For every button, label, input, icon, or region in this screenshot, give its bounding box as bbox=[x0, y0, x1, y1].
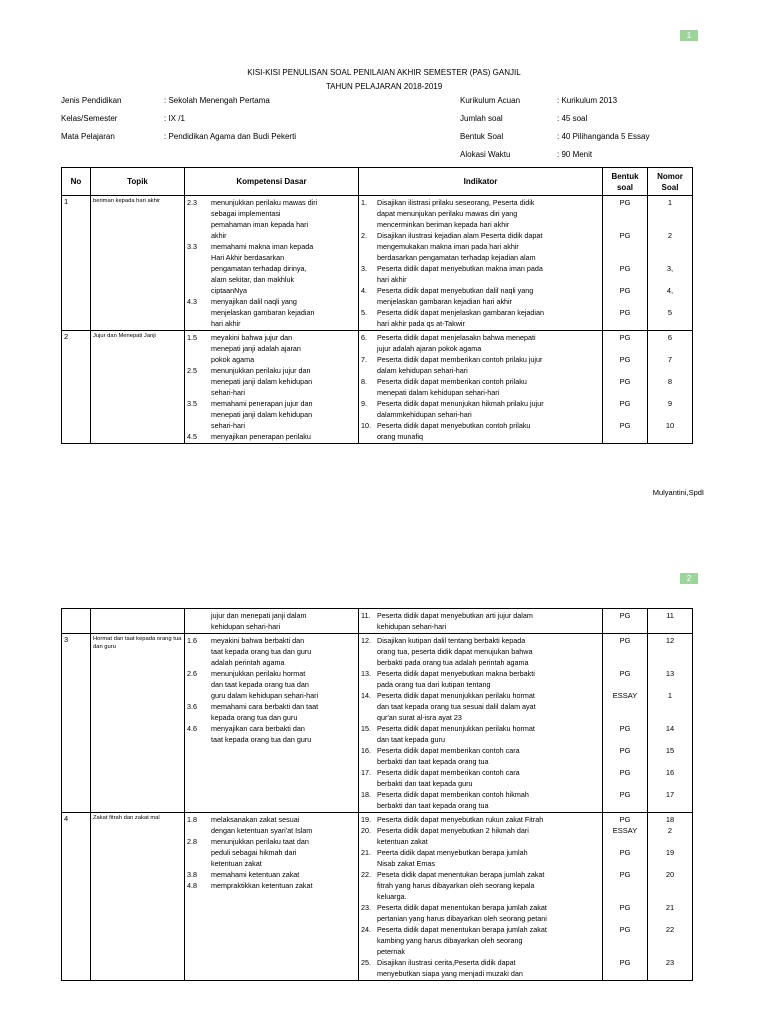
row-kompetensi-dasar bbox=[185, 609, 359, 634]
kd-number: 4.8 bbox=[187, 881, 197, 890]
bentuk-value: PG bbox=[619, 958, 631, 967]
indikator-item bbox=[361, 307, 600, 329]
indikator-number: 1. bbox=[361, 198, 367, 207]
nomor-value: 8 bbox=[667, 377, 673, 386]
row-bentuk-soal bbox=[603, 331, 648, 444]
indikator-number: 7. bbox=[361, 355, 367, 364]
indikator-item bbox=[361, 610, 600, 632]
row-number bbox=[62, 609, 91, 634]
indikator-text: Peserta didik dapat menyebutkan makna berbakti pada orang tua dari kutipan tentang bbox=[377, 669, 535, 689]
nomor-value: 23 bbox=[665, 958, 675, 967]
bentuk-value: ESSAY bbox=[612, 691, 638, 700]
indikator-text: Peserta didik dapat menyebutkan 2 hikmah dari ketentuan zakat bbox=[377, 826, 529, 846]
indikator-text: Peserta didik dapat menyebutkan rukun zakat Fitrah bbox=[377, 815, 544, 824]
kd-item bbox=[187, 869, 356, 880]
indikator-number: 11. bbox=[361, 611, 371, 620]
row-topik: Hormat dan taat kepada orang tua dan guru bbox=[91, 634, 185, 813]
indikator-text: Peserta didik dapat menentukan berapa jumlah zakat kambing yang harus dibayarkan oleh seorang peternak bbox=[377, 925, 547, 956]
nomor-value: 17 bbox=[665, 790, 675, 799]
indikator-item bbox=[361, 354, 600, 376]
kd-text: menunjukkan perilaku taat dan peduli sebagai hikmah dari ketentuan zakat bbox=[211, 837, 309, 868]
indikator-item bbox=[361, 285, 600, 307]
bentuk-value: PG bbox=[619, 669, 631, 678]
nomor-value: 4, bbox=[666, 286, 674, 295]
nomor-value: 15 bbox=[665, 746, 675, 755]
row-indikator bbox=[359, 196, 603, 331]
row-kompetensi-dasar bbox=[185, 196, 359, 331]
document-page-2 bbox=[0, 560, 768, 1024]
bentuk-value: PG bbox=[619, 790, 631, 799]
bentuk-value: PG bbox=[619, 399, 631, 408]
bentuk-value: PG bbox=[619, 870, 631, 879]
kd-number: 1.6 bbox=[187, 636, 197, 645]
meta-value: : Kurikulum 2013 bbox=[557, 96, 618, 105]
indikator-item bbox=[361, 902, 600, 924]
kd-item bbox=[187, 296, 356, 329]
indikator-item bbox=[361, 635, 600, 668]
nomor-value: 2 bbox=[667, 826, 673, 835]
row-kompetensi-dasar bbox=[185, 634, 359, 813]
kd-number: 3.3 bbox=[187, 242, 197, 251]
bentuk-value: PG bbox=[619, 355, 631, 364]
kd-text: meyakini bahwa jujur dan menepati janji adalah ajaran pokok agama bbox=[211, 333, 301, 364]
indikator-text: Disajikan kutipan dalil tentang berbakti kepada orang tua, peserta didik dapat menujukan bahwa berbakti pada orang tua adalah perintah agama bbox=[377, 636, 533, 667]
bentuk-value: PG bbox=[619, 724, 631, 733]
indikator-text: Peserta didik dapat menyebutkan arti jujur dalam kehidupan sehari-hari bbox=[377, 611, 533, 631]
indikator-text: Peserta didik dapat menyebutkan dalil naqli yang menjelaskan gambaran kejadian hari akhir bbox=[377, 286, 534, 306]
meta-value: : 45 soal bbox=[557, 114, 588, 123]
page-number-badge: 1 bbox=[680, 30, 698, 41]
table-row bbox=[62, 331, 693, 444]
kd-item bbox=[187, 814, 356, 836]
kd-number: 1.8 bbox=[187, 815, 197, 824]
bentuk-value: PG bbox=[619, 264, 631, 273]
indikator-number: 17. bbox=[361, 768, 371, 777]
meta-value: : IX /1 bbox=[164, 114, 185, 123]
bentuk-value: PG bbox=[619, 231, 631, 240]
kd-item bbox=[187, 398, 356, 431]
indikator-number: 21. bbox=[361, 848, 371, 857]
kd-text: melaksanakan zakat sesuai dengan ketentuan syari'at Islam bbox=[211, 815, 313, 835]
kd-text: meyakini bahwa berbakti dan taat kepada orang tua dan guru adalah perintah agama bbox=[211, 636, 312, 667]
kisi-kisi-table-continued bbox=[61, 608, 693, 981]
nomor-value: 21 bbox=[665, 903, 675, 912]
header-topik: Topik bbox=[91, 168, 185, 196]
indikator-text: Peserta didik dapat memberikan contoh cara berbakti dan taat kepada guru bbox=[377, 768, 520, 788]
indikator-item bbox=[361, 376, 600, 398]
row-topik: Jujur dan Menepati Janji bbox=[91, 331, 185, 444]
kd-text: jujur dan menepati janji dalam kehidupan sehari-hari bbox=[211, 611, 307, 631]
indikator-number: 24. bbox=[361, 925, 371, 934]
kd-text: memahami makna iman kepada Hari Akhir berdasarkan pengamatan terhadap dirinya, alam sekitar, dan makhluk ciptaanNya bbox=[211, 242, 314, 295]
bentuk-value: PG bbox=[619, 746, 631, 755]
bentuk-value: PG bbox=[619, 768, 631, 777]
kd-text: memahami ketentuan zakat bbox=[211, 870, 300, 879]
row-topik bbox=[91, 609, 185, 634]
row-nomor-soal bbox=[648, 813, 693, 981]
indikator-text: Peserta didik dapat menyebutkan makna iman pada hari akhir bbox=[377, 264, 543, 284]
header-nomor-soal: Nomor Soal bbox=[648, 168, 693, 196]
kd-text: menunjukkan perilaku jujur dan menepati janji dalam kehidupan sehari-hari bbox=[211, 366, 313, 397]
row-kompetensi-dasar bbox=[185, 331, 359, 444]
kd-number: 2.6 bbox=[187, 669, 197, 678]
row-nomor-soal bbox=[648, 609, 693, 634]
kd-item bbox=[187, 880, 356, 891]
meta-value: : 90 Menit bbox=[557, 150, 593, 159]
document-title: KISI-KISI PENULISAN SOAL PENILAIAN AKHIR SEMESTER (PAS) GANJIL bbox=[247, 68, 521, 77]
kisi-kisi-table bbox=[61, 167, 693, 444]
indikator-text: Peserta didik dapat memberikan contoh prilaku menepati dalam kehidupan sehari-hari bbox=[377, 377, 527, 397]
table-row bbox=[62, 196, 693, 331]
indikator-text: Peserta didik dapat memberikan contoh hikmah berbakti dan taat kepada orang tua bbox=[377, 790, 529, 810]
kd-text: memahami penerapan jujur dan menepati janji dalam kehidupan sehari-hari bbox=[211, 399, 313, 430]
nomor-value: 7 bbox=[667, 355, 673, 364]
indikator-item bbox=[361, 789, 600, 811]
indikator-item bbox=[361, 825, 600, 847]
row-number: 3 bbox=[62, 634, 91, 813]
indikator-item bbox=[361, 847, 600, 869]
kd-number bbox=[187, 610, 211, 632]
kd-number: 4.3 bbox=[187, 297, 197, 306]
kd-item bbox=[187, 723, 356, 745]
row-number: 1 bbox=[62, 196, 91, 331]
indikator-number: 22. bbox=[361, 870, 371, 879]
row-kompetensi-dasar bbox=[185, 813, 359, 981]
indikator-number: 9. bbox=[361, 399, 367, 408]
bentuk-value: ESSAY bbox=[612, 826, 638, 835]
indikator-text: Disajikan ilustrasi kejadian alam Peserta didik dapat mengemukakan makna iman pada hari akhir berdasarkan pengamatan terhadap kejadian alam bbox=[377, 231, 543, 262]
indikator-number: 15. bbox=[361, 724, 371, 733]
kd-number: 2.3 bbox=[187, 198, 197, 207]
meta-label: Kelas/Semester bbox=[61, 114, 118, 123]
indikator-number: 13. bbox=[361, 669, 371, 678]
bentuk-value: PG bbox=[619, 286, 631, 295]
kd-number: 3.6 bbox=[187, 702, 197, 711]
indikator-number: 20. bbox=[361, 826, 371, 835]
meta-value: : 40 Pilihanganda 5 Essay bbox=[557, 132, 650, 141]
indikator-number: 2. bbox=[361, 231, 367, 240]
kd-number: 4.5 bbox=[187, 432, 197, 441]
nomor-value: 22 bbox=[665, 925, 675, 934]
row-nomor-soal bbox=[648, 331, 693, 444]
row-bentuk-soal bbox=[603, 196, 648, 331]
indikator-text: Peserta didik dapat menjelaskan gambaran kejadian hari akhir pada qs at-Takwir bbox=[377, 308, 545, 328]
row-bentuk-soal bbox=[603, 634, 648, 813]
kd-item bbox=[187, 197, 356, 241]
nomor-value: 11 bbox=[666, 611, 674, 620]
indikator-text: Peserta didik dapat menjelasakn bahwa menepati jujur adalah ajaran pokok agama bbox=[377, 333, 536, 353]
indikator-item bbox=[361, 814, 600, 825]
kd-number: 4.6 bbox=[187, 724, 197, 733]
indikator-text: Peserta didik dapat memberikan contoh cara berbakti dan taat kepada orang tua bbox=[377, 746, 520, 766]
kd-text: menunjukkan perilaku hormat dan taat kepada orang tua dan guru dalam kehidupan sehari-hari bbox=[211, 669, 319, 700]
indikator-text: Peserta didik dapat memberikan contoh prilaku jujur dalam kehidupan sehari-hari bbox=[377, 355, 543, 375]
indikator-item bbox=[361, 690, 600, 723]
kd-item bbox=[187, 431, 356, 442]
kd-item bbox=[187, 241, 356, 296]
indikator-text: Disajikan ilistrasi prilaku seseorang, Peserta didik dapat menunjukan perilaku mawas diri yang mencerminkan beriman kepada hari akhir bbox=[377, 198, 535, 229]
indikator-text: Disajikan ilustrasi cerita,Peserta didik dapat menyebutkan siapa yang menjadi muzaki dan bbox=[377, 958, 523, 978]
table-row bbox=[62, 813, 693, 981]
meta-value: : Pendidikan Agama dan Budi Pekerti bbox=[164, 132, 297, 141]
meta-label: Mata Pelajaran bbox=[61, 132, 115, 141]
row-indikator bbox=[359, 609, 603, 634]
bentuk-value: PG bbox=[619, 333, 631, 342]
indikator-item bbox=[361, 197, 600, 230]
row-bentuk-soal bbox=[603, 609, 648, 634]
bentuk-value: PG bbox=[619, 611, 631, 620]
indikator-item bbox=[361, 957, 600, 979]
nomor-value: 19 bbox=[665, 848, 675, 857]
meta-label: Kurikulum Acuan bbox=[460, 96, 521, 105]
indikator-text: Peseta didik dapat menentukan berapa jumlah zakat fitrah yang harus dibayarkan oleh seorang kepala keluarga. bbox=[377, 870, 545, 901]
indikator-item bbox=[361, 398, 600, 420]
indikator-item bbox=[361, 723, 600, 745]
page-number-badge: 2 bbox=[680, 573, 698, 584]
indikator-item bbox=[361, 767, 600, 789]
kd-text: menyajikan cara berbakti dan taat kepada orang tua dan guru bbox=[211, 724, 312, 744]
kd-number: 3.5 bbox=[187, 399, 197, 408]
bentuk-value: PG bbox=[619, 815, 631, 824]
indikator-text: Peserta didik dapat menunjukkan perilaku hormat dan taat kepada guru bbox=[377, 724, 535, 744]
header-bentuk-soal: Bentuk soal bbox=[603, 168, 648, 196]
meta-value: : Sekolah Menengah Pertama bbox=[164, 96, 270, 105]
kd-text: memahami cara berbakti dan taat kepada orang tua dan guru bbox=[211, 702, 319, 722]
kd-item bbox=[187, 610, 356, 632]
bentuk-value: PG bbox=[619, 308, 631, 317]
indikator-item bbox=[361, 230, 600, 263]
header-kompetensi-dasar: Kompetensi Dasar bbox=[185, 168, 359, 196]
indikator-text: Peserta didik dapat menyebutkan contoh prilaku orang munafiq bbox=[377, 421, 531, 441]
nomor-value: 20 bbox=[665, 870, 675, 879]
indikator-number: 18. bbox=[361, 790, 371, 799]
bentuk-value: PG bbox=[619, 903, 631, 912]
nomor-value: 12 bbox=[665, 636, 675, 645]
bentuk-value: PG bbox=[619, 636, 631, 645]
nomor-value: 16 bbox=[665, 768, 675, 777]
meta-label: Alokasi Waktu bbox=[460, 150, 511, 159]
indikator-item bbox=[361, 668, 600, 690]
kd-number: 3.8 bbox=[187, 870, 197, 879]
bentuk-value: PG bbox=[619, 925, 631, 934]
nomor-value: 3, bbox=[666, 264, 674, 273]
indikator-number: 6. bbox=[361, 333, 367, 342]
indikator-item bbox=[361, 263, 600, 285]
indikator-text: Peserta didik dapat menunjukan hikmah prilaku jujur dalammkehidupan sehari-hari bbox=[377, 399, 544, 419]
nomor-value: 18 bbox=[665, 815, 675, 824]
nomor-value: 13 bbox=[665, 669, 675, 678]
indikator-number: 14. bbox=[361, 691, 371, 700]
kd-number: 1.5 bbox=[187, 333, 197, 342]
kd-number: 2.5 bbox=[187, 366, 197, 375]
nomor-value: 9 bbox=[667, 399, 673, 408]
table-row bbox=[62, 634, 693, 813]
indikator-number: 3. bbox=[361, 264, 367, 273]
document-subtitle: TAHUN PELAJARAN 2018-2019 bbox=[325, 82, 443, 91]
header-indikator: Indikator bbox=[359, 168, 603, 196]
row-bentuk-soal bbox=[603, 813, 648, 981]
kd-item bbox=[187, 635, 356, 668]
indikator-number: 19. bbox=[361, 815, 371, 824]
indikator-item bbox=[361, 745, 600, 767]
kd-item bbox=[187, 365, 356, 398]
nomor-value: 1 bbox=[667, 691, 673, 700]
row-topik: Zakat fitrah dan zakat mal bbox=[91, 813, 185, 981]
row-indikator bbox=[359, 813, 603, 981]
kd-text: mempraktikkan ketentuan zakat bbox=[211, 881, 313, 890]
nomor-value: 5 bbox=[667, 308, 673, 317]
indikator-number: 4. bbox=[361, 286, 367, 295]
header-no: No bbox=[62, 168, 91, 196]
row-number: 4 bbox=[62, 813, 91, 981]
kd-text: menyajikan dalil naqli yang menjelaskan gambaran kejadian hari akhir bbox=[211, 297, 315, 328]
nomor-value: 2 bbox=[667, 231, 673, 240]
nomor-value: 1 bbox=[667, 198, 673, 207]
bentuk-value: PG bbox=[619, 421, 631, 430]
table-row bbox=[62, 609, 693, 634]
meta-label: Jenis Pendidikan bbox=[61, 96, 122, 105]
bentuk-value: PG bbox=[619, 198, 631, 207]
indikator-text: Peserta didik dapat menentukan berapa jumlah zakat pertanian yang harus dibayarkan oleh seorang petani bbox=[377, 903, 547, 923]
kd-number: 2.8 bbox=[187, 837, 197, 846]
row-topik: beriman kepada hari akhir bbox=[91, 196, 185, 331]
indikator-number: 25. bbox=[361, 958, 371, 967]
kd-item bbox=[187, 836, 356, 869]
nomor-value: 10 bbox=[665, 421, 675, 430]
nomor-value: 14 bbox=[665, 724, 675, 733]
indikator-number: 23. bbox=[361, 903, 371, 912]
row-nomor-soal bbox=[648, 634, 693, 813]
kd-text: menyajikan penerapan perilaku bbox=[211, 432, 311, 441]
row-indikator bbox=[359, 634, 603, 813]
indikator-number: 16. bbox=[361, 746, 371, 755]
row-indikator bbox=[359, 331, 603, 444]
kd-item bbox=[187, 668, 356, 701]
nomor-value: 6 bbox=[667, 333, 673, 342]
bentuk-value: PG bbox=[619, 848, 631, 857]
meta-label: Jumlah soal bbox=[460, 114, 503, 123]
indikator-number: 10. bbox=[361, 421, 371, 430]
signature-name: Mulyantini,SpdI bbox=[652, 488, 704, 497]
bentuk-value: PG bbox=[619, 377, 631, 386]
meta-label: Bentuk Soal bbox=[460, 132, 504, 141]
indikator-text: Peserta didik dapat menunjukkan perilaku hormat dan taat kepada orang tua sesuai dalil dalam ayat qur'an surat al-isra ayat 23 bbox=[377, 691, 536, 722]
row-number: 2 bbox=[62, 331, 91, 444]
kd-item bbox=[187, 701, 356, 723]
indikator-item bbox=[361, 420, 600, 442]
indikator-item bbox=[361, 924, 600, 957]
indikator-number: 5. bbox=[361, 308, 367, 317]
kd-text: menunjukkan perilaku mawas diri sebagai implementasi pemahaman iman kepada hari akhir bbox=[211, 198, 318, 240]
indikator-item bbox=[361, 332, 600, 354]
indikator-text: Peerta didik dapat menyebutkan berapa jumlah Nisab zakat Emas bbox=[377, 848, 528, 868]
row-nomor-soal bbox=[648, 196, 693, 331]
indikator-number: 8. bbox=[361, 377, 367, 386]
indikator-number: 12. bbox=[361, 636, 371, 645]
kd-item bbox=[187, 332, 356, 365]
indikator-item bbox=[361, 869, 600, 902]
